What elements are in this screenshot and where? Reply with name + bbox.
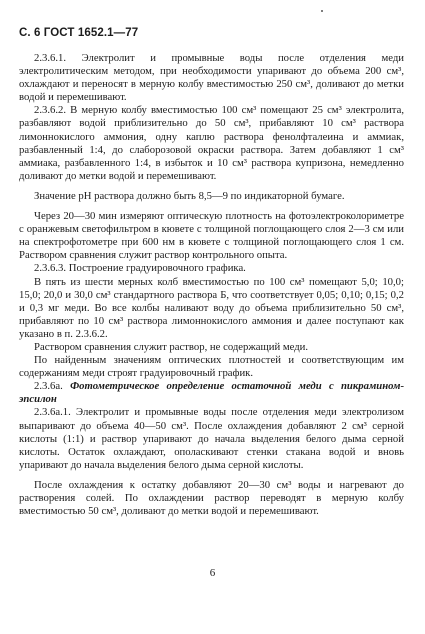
paragraph-ph-value: Значение pH раствора должно быть 8,5—9 по индикаторной бумаге. [34,189,345,202]
page-number: 6 [209,567,216,579]
paragraph-2-3-6-2: 2.3.6.2. В мерную колбу вместимостью 100 см³ помещают 25 см³ электролита, разбавляют водой приблизительно до 50 см³, прибавляют 10 см³ раствора лимоннокислого аммония, одну каплю раствора фенолфталеина и аммиак, разбавленный 1:4, до слаборозовой окраски раствора. Затем добавляют 1 см³ аммиака, разбавленного 1:4, в избыток и 10 см³ раствора купризона, немедленно доливают до метки водой и перемешивают. [19,104,404,182]
paragraph-optical-density: Через 20—30 мин измеряют оптическую плотность на фотоэлектроколориметре с оранжевым светофильтром в кювете с толщиной поглощающего слоя 2—3 см или на спектрофотометре при 600 нм в кювете с толщиной поглощающего слоя 1 см. Раствором сравнения служит раствор контрольного опыта. [19,210,404,262]
paragraph-2-3-6-1: 2.3.6.1. Электролит и промывные воды после отделения меди электролитическим методом, при необходимости упаривают до объема 200 см³, охлаждают и переносят в мерную колбу вместимостью 250 см³, доливают до метки водой и перемешивают. [19,52,404,104]
section-number: 2.3.6а. [34,380,63,393]
paragraph-calibration-flasks: В пять из шести мерных колб вместимостью по 100 см³ помещают 5,0; 10,0; 15,0; 20,0 и 30,0 см³ стандартного раствора Б, что соответствует 0,05; 0,10; 0,15; 0,2 и 0,3 мг меди. Во все колбы наливают воду до объема приблизительно 50 см³, прибавляют по 10 см³ раствора лимоннокислого аммония и далее поступают как указано в п. 2.3.6.2. [19,275,404,340]
page-header: С. 6 ГОСТ 1652.1—77 [19,27,139,39]
paragraph-calibration-graph: По найденным значениям оптических плотностей и соответствующим им содержаниям меди строят градуировочный график. [19,354,404,380]
scan-speck [321,10,323,12]
paragraph-2-3-6-3: 2.3.6.3. Построение градуировочного графика. [34,262,246,275]
paragraph-reference-solution: Раствором сравнения служит раствор, не содержащий меди. [34,340,309,353]
paragraph-2-3-6a-1: 2.3.6а.1. Электролит и промывные воды после отделения меди электролизом выпаривают до объема 40—50 см³. После охлаждения добавляют 2 см³ серной кислоты (1:1) и раствор упаривают до начала выделения белого дыма серной кислоты. Остаток охлаждают, ополаскивают стенки стакана водой и вновь упаривают до начала выделения белого дыма серной кислоты. [19,406,404,471]
section-title: Фотометрическое определение остаточной меди с пикрамином-эпсилон [19,380,405,406]
section-heading-2-3-6a [19,380,404,406]
paragraph-after-cooling: После охлаждения к остатку добавляют 20—30 см³ воды и нагревают до растворения солей. По охлаждении раствор переводят в мерную колбу вместимостью 50 см³, доливают до метки водой и перемешивают. [19,478,404,518]
document-body [19,52,404,518]
